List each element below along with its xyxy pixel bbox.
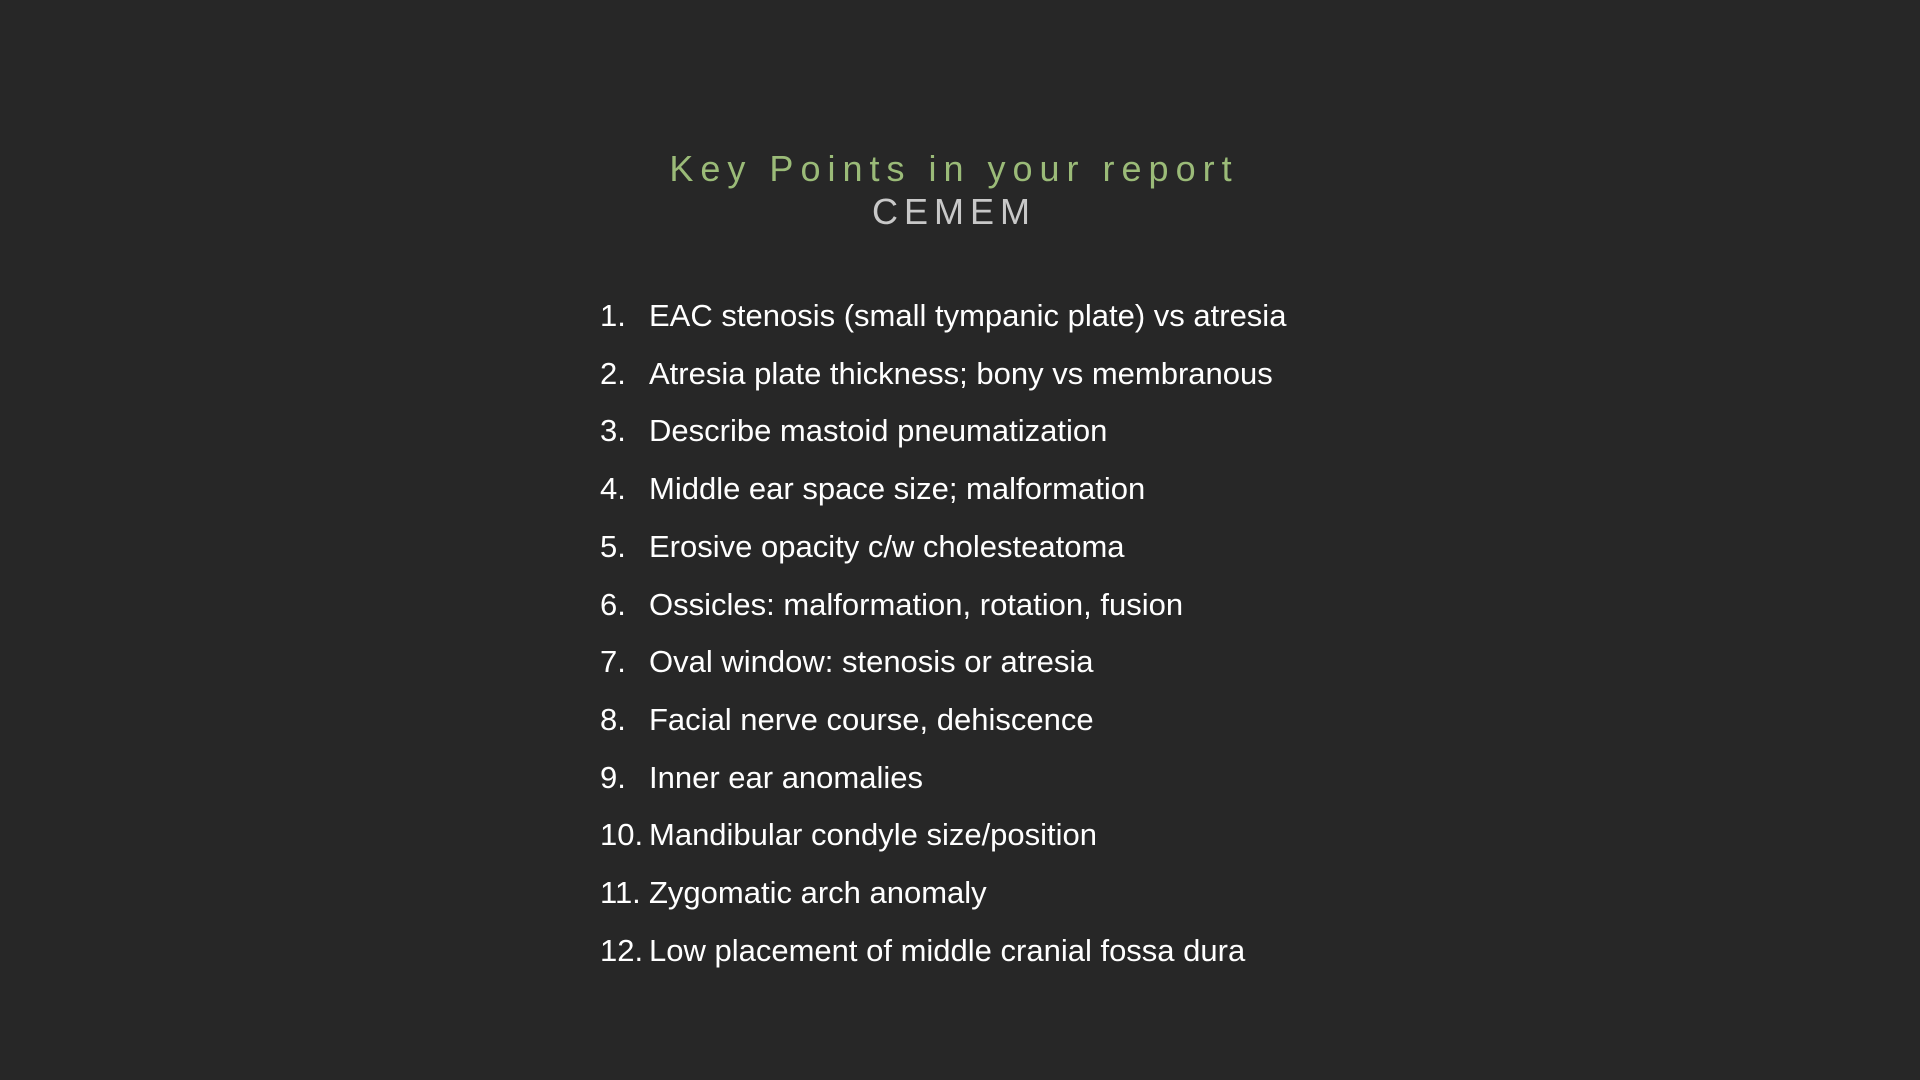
list-item [600,922,1360,980]
list-item-text: Erosive opacity c/w cholesteatoma [649,528,1125,564]
list-item-number: 5. [600,528,626,564]
list-item-number: 4. [600,471,626,507]
list-item [600,576,1360,634]
list-item-text: Inner ear anomalies [649,759,923,795]
list-item-text: Ossicles: malformation, rotation, fusion [649,586,1184,622]
list-item-text: Describe mastoid pneumatization [649,413,1108,449]
list-item-number: 2. [600,355,626,391]
list-item [600,402,1360,460]
list-item-number: 8. [600,701,626,737]
slide-subtitle: CEMEM [872,191,1036,232]
list-item-text: Oval window: stenosis or atresia [649,644,1094,680]
list-item-number: 6. [600,586,626,622]
list-item [600,518,1360,576]
list-item-number: 1. [600,298,626,333]
list-item-number: 11. [600,875,641,911]
list-item-number: 10. [600,817,644,853]
list-item-text: Middle ear space size; malformation [649,471,1146,507]
list-item [600,691,1360,749]
list-item [600,806,1360,864]
list-item-text: EAC stenosis (small tympanic plate) vs atresia [649,298,1287,333]
list-item-text: Facial nerve course, dehiscence [649,701,1094,737]
list-item [600,633,1360,691]
list-item-text: Zygomatic arch anomaly [649,875,987,911]
list-item-text: Low placement of middle cranial fossa dura [649,932,1246,968]
list-item [600,345,1360,403]
key-points-list [600,287,1360,979]
list-item-text: Mandibular condyle size/position [649,817,1098,853]
list-item-number: 3. [600,413,626,449]
slide-title: Key Points in your report [669,148,1239,189]
list-item [600,287,1360,345]
list-item-text: Atresia plate thickness; bony vs membranous [649,355,1273,391]
list-item [600,749,1360,807]
list-item-number: 7. [600,644,626,680]
list-item-number: 12. [600,932,644,968]
list-item-number: 9. [600,759,626,795]
list-item [600,864,1360,922]
list-item [600,460,1360,518]
